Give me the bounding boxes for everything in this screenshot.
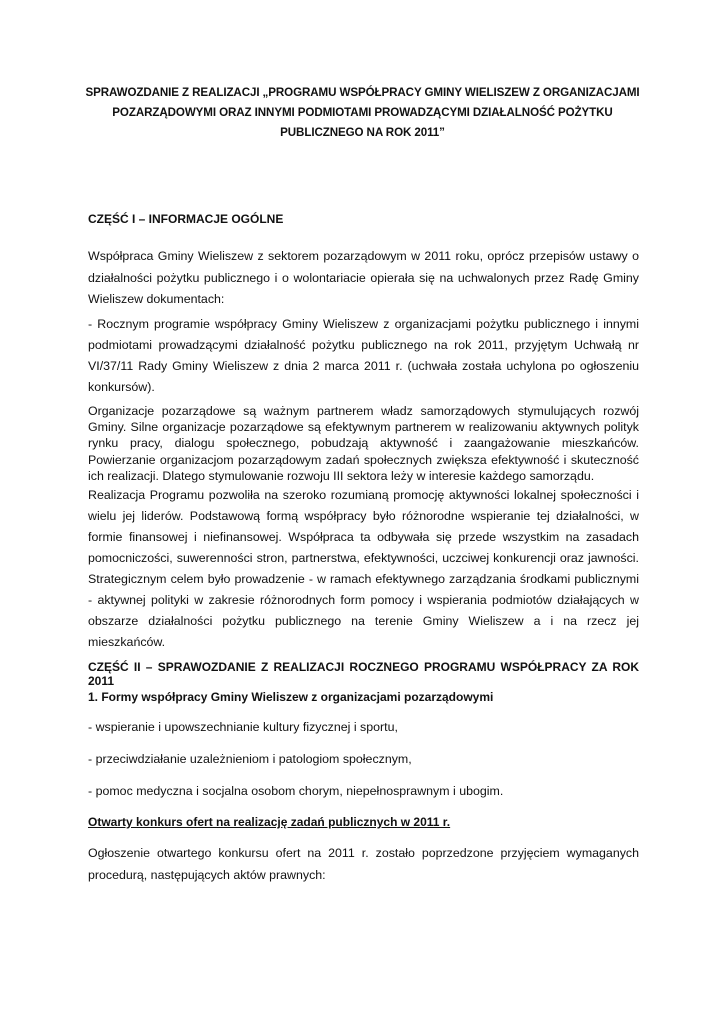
paragraph-text: Organizacje pozarządowe są ważnym partnerem władz samorządowych stymulujących rozwój Gminy. Silne organizacje pozarządowe są efektywnym partnerem w realizowaniu aktywnych polityk rynku pracy, dialogu społecznego, pobudzają aktywność i zaangażowanie mieszkańców. Powierzanie organizacjom pozarządowym zadań społecznych zwiększa efektywność i skuteczność ich realizacji. Dlatego stymulowanie rozwoju III sektora leży w interesie każdego samorządu. [88,404,639,483]
part1-paragraph-2 [88,314,639,398]
part1-paragraph-4 [88,485,639,653]
part1-paragraph-1 [88,246,639,311]
paragraph-text: Współpraca Gminy Wieliszew z sektorem pozarządowym w 2011 roku, oprócz przepisów ustawy o działalności pożytku publicznego i o wolontariacie opierała się na uchwalonych przez Radę Gminy Wieliszew dokumentach: [88,249,639,306]
list-item: - wspieranie i upowszechnianie kultury fizycznej i sportu, [88,720,398,734]
list-item: - przeciwdziałanie uzależnieniom i patologiom społecznym, [88,752,412,766]
part1-heading: CZĘŚĆ I – INFORMACJE OGÓLNE [88,212,284,226]
contest-heading-text: Otwarty konkurs ofert na realizację zadań publicznych w 2011 r. [88,815,451,829]
paragraph-text: - Rocznym programie współpracy Gminy Wieliszew z organizacjami pożytku publicznego i innymi podmiotami prowadzącymi działalność pożytku publicznego na rok 2011, przyjętym Uchwałą nr VI/37/11 Rady Gminy Wieliszew z dnia 2 marca 2011 r. (uchwała została uchylona po ogłoszeniu konkursów). [88,317,639,394]
part2-heading: CZĘŚĆ II – SPRAWOZDANIE Z REALIZACJI ROCZNEGO PROGRAMU WSPÓŁPRACY ZA ROK 2011 [88,660,639,688]
document-title: SPRAWOZDANIE Z REALIZACJI „PROGRAMU WSPÓŁPRACY GMINY WIELISZEW Z ORGANIZACJAMI POZARZĄDOWYMI ORAZ INNYMI PODMIOTAMI PROWADZĄCYMI DZIAŁALNOŚĆ POŻYTKU PUBLICZNEGO NA ROK 2011” [85,86,640,139]
list-item: - pomoc medyczna i socjalna osobom chorym, niepełnosprawnym i ubogim. [88,784,504,798]
part2-subheading: 1. Formy współpracy Gminy Wieliszew z organizacjami pozarządowymi [88,690,494,704]
contest-heading [88,815,639,829]
paragraph-text: Realizacja Programu pozwoliła na szeroko rozumianą promocję aktywności lokalnej społeczności i wielu jej liderów. Podstawową formą współpracy było różnorodne wspieranie tej działalności, w formie finansowej i niefinansowej. Współpraca ta odbywała się przede wszystkim na zasadach pomocniczości, suwerenności stron, partnerstwa, efektywności, uczciwej konkurencji oraz jawności. Strategicznym celem było prowadzenie - w ramach efektywnego zarządzania środkami publicznymi - aktywnej polityki w zakresie różnorodnych form pomocy i wspierania podmiotów działających w obszarze działalności pożytku publicznego na terenie Gminy Wieliszew a i na rzecz jej mieszkańców. [88,488,639,649]
paragraph-text: Ogłoszenie otwartego konkursu ofert na 2011 r. zostało poprzedzone przyjęciem wymaganych procedurą, następujących aktów prawnych: [88,846,639,882]
contest-paragraph [88,843,639,886]
part1-paragraph-3 [88,403,639,484]
